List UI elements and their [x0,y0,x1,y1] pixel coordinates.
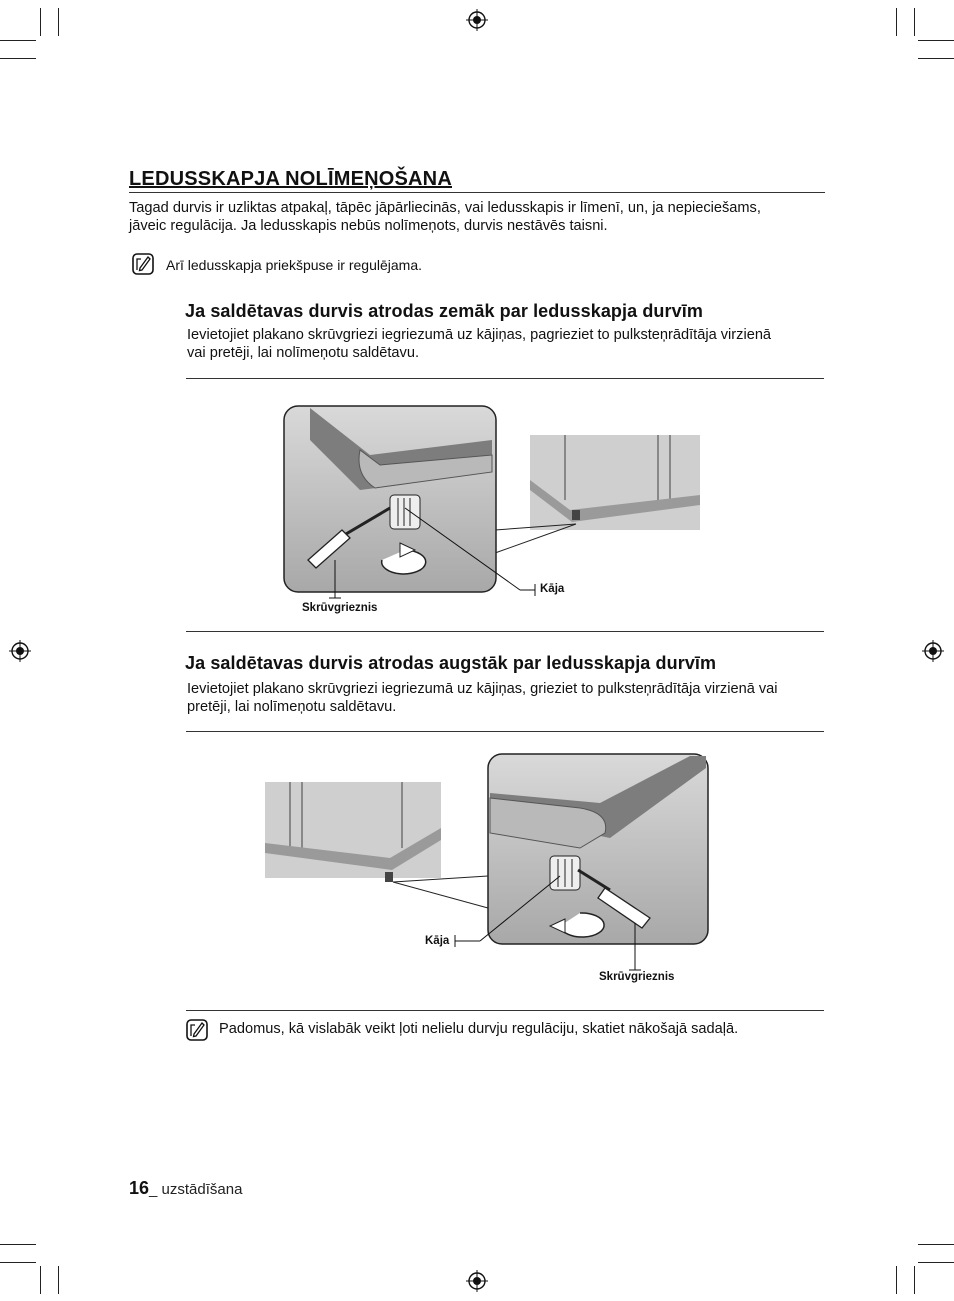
section1-line-2: vai pretēji, lai nolīmeņotu saldētavu. [187,345,420,361]
registration-mark-icon [922,640,944,662]
note-pencil-icon [186,1019,208,1041]
page-title: LEDUSSKAPJA NOLĪMEŅOŠANA [129,168,452,190]
note-text-2: Padomus, kā vislabāk veikt ļoti nelielu durvju regulāciju, skatiet nākošajā sadaļā. [219,1021,739,1037]
section2-line-1: Ievietojiet plakano skrūvgriezi iegriezumā uz kājiņas, grieziet to pulksteņrādītāja virzienā vai [187,681,778,697]
leveling-illustration-2 [260,748,720,983]
title-rule [129,192,825,193]
registration-mark-icon [9,640,31,662]
section2-rule-bottom [186,1010,824,1011]
registration-mark-icon [466,1270,488,1292]
section1-rule-bottom [186,631,824,632]
section1-rule-top [186,378,824,379]
section-heading-2: Ja saldētavas durvis atrodas augstāk par ledusskapja durvīm [185,653,717,673]
label-foot-1: Kāja [540,583,565,595]
intro-line-2: jāveic regulācija. Ja ledusskapis nebūs nolīmeņots, durvis nestāvēs taisni. [129,218,608,234]
leveling-illustration-1 [280,400,710,625]
intro-line-1: Tagad durvis ir uzliktas atpakaļ, tāpēc jāpārliecinās, vai ledusskapis ir līmenī, un, ja nepieciešams, [129,200,761,216]
label-screwdriver-2: Skrūvgrieznis [599,971,675,983]
footer-section-name: _ uzstādīšana [149,1181,243,1198]
section1-line-1: Ievietojiet plakano skrūvgriezi iegriezumā uz kājiņas, pagrieziet to pulksteņrādītāja virzienā [187,327,772,343]
label-screwdriver-1: Skrūvgrieznis [302,602,378,614]
section-heading-1: Ja saldētavas durvis atrodas zemāk par ledusskapja durvīm [185,301,703,321]
label-foot-2: Kāja [425,935,450,947]
section2-line-2: pretēji, lai nolīmeņotu saldētavu. [187,699,397,715]
note-pencil-icon [132,253,154,275]
section2-rule-top [186,731,824,732]
page-footer [129,1178,242,1199]
registration-mark-icon [466,9,488,31]
note-text-1: Arī ledusskapja priekšpuse ir regulējama. [166,257,423,273]
page-number: 16 [129,1178,150,1198]
